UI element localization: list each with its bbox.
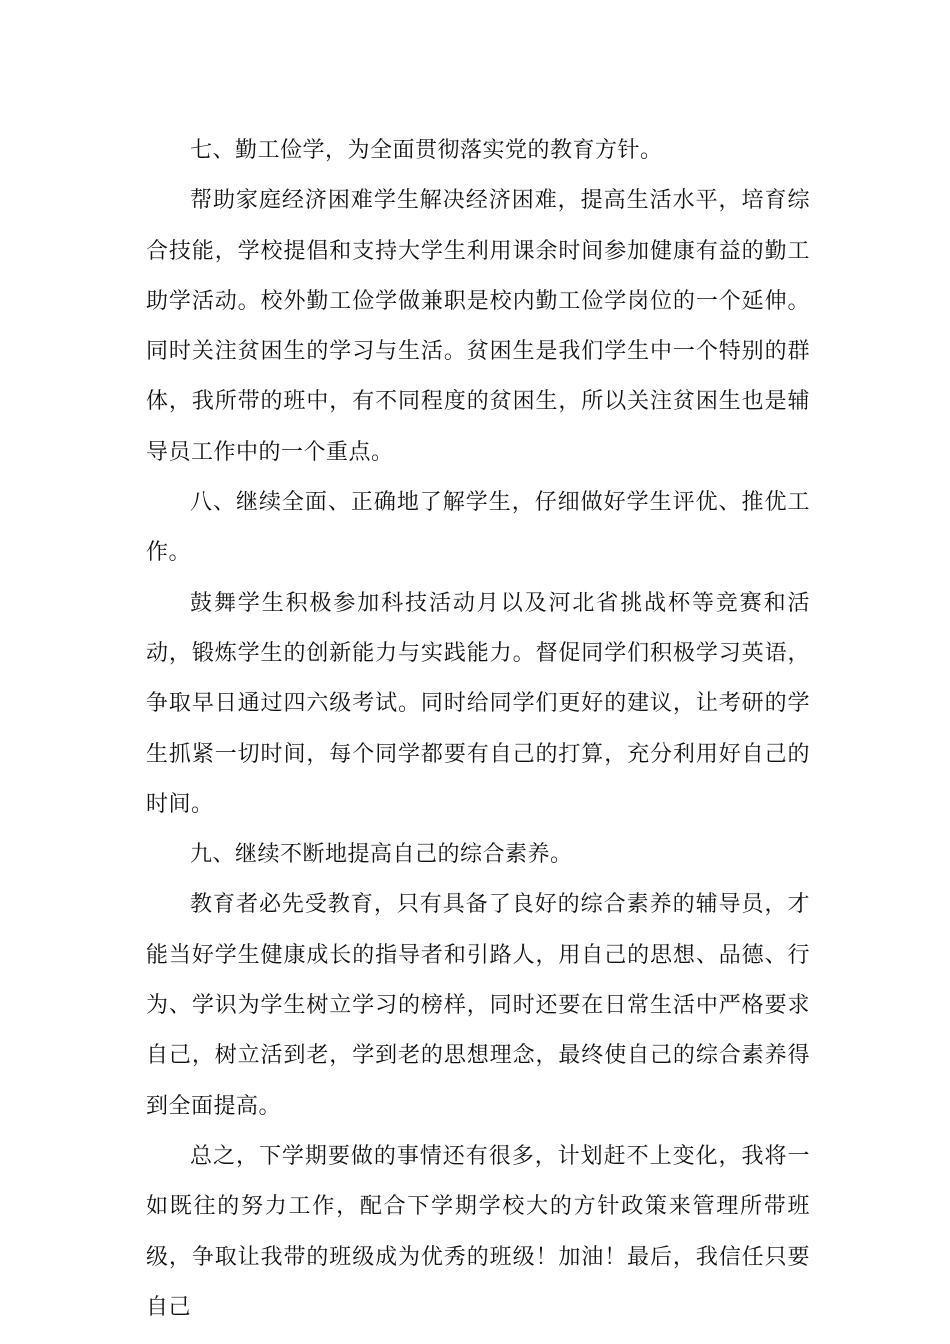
document-body bbox=[146, 126, 810, 1333]
paragraph-heading-8: 八、继续全面、正确地了解学生，仔细做好学生评优、推优工作。 bbox=[146, 490, 810, 566]
paragraph-heading-9: 九、继续不断地提高自己的综合素养。 bbox=[190, 842, 573, 868]
paragraph-conclusion: 总之，下学期要做的事情还有很多，计划赶不上变化，我将一如既往的努力工作，配合下学期学校大的方针政策来管理所带班级，争取让我带的班级成为优秀的班级！加油！最后，我信任只要自己 bbox=[146, 1143, 810, 1320]
paragraph-educator: 教育者必先受教育，只有具备了良好的综合素养的辅导员，才能当好学生健康成长的指导者和引路人，用自己的思想、品德、行为、学识为学生树立学习的榜样，同时还要在日常生活中严格要求自己，树立活到老，学到老的思想理念，最终使自己的综合素养得到全面提高。 bbox=[146, 892, 810, 1119]
paragraph-heading-7: 七、勤工俭学，为全面贯彻落实党的教育方针。 bbox=[190, 138, 663, 163]
paragraph-work-study: 帮助家庭经济困难学生解决经济困难，提高生活水平，培育综合技能，学校提倡和支持大学生利用课余时间参加健康有益的勤工助学活动。校外勤工俭学做兼职是校内勤工俭学岗位的一个延伸。同时关注贫困生的学习与生活。贫困生是我们学生中一个特别的群体，我所带的班中，有不同程度的贫困生，所以关注贫困生也是辅导员工作中的一个重点。 bbox=[146, 188, 810, 465]
paragraph-encourage-students: 鼓舞学生积极参加科技活动月以及河北省挑战杯等竞赛和活动，锻炼学生的创新能力与实践能力。督促同学们积极学习英语，争取早日通过四六级考试。同时给同学们更好的建议，让考研的学生抓紧一切时间，每个同学都要有自己的打算，充分利用好自己的时间。 bbox=[146, 590, 810, 817]
